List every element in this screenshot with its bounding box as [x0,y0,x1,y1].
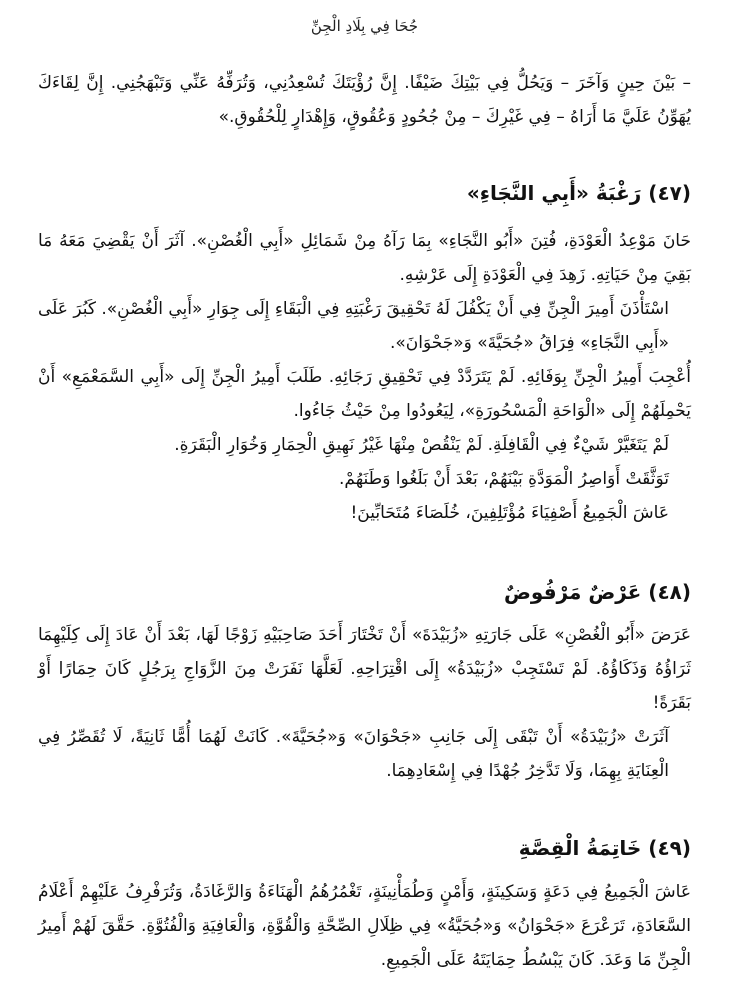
section-47-heading: (٤٧) رَغْبَةُ «أَبِي النَّجَاءِ» [466,181,691,205]
section-47-paragraph-6: عَاشَ الْجَمِيعُ أَصْفِيَاءَ مُؤْتَلِفِينَ، خُلَصَاءَ مُتَحَابِّينَ! [350,503,669,523]
section-49-heading: (٤٩) خَاتِمَةُ الْقِصَّةِ [518,836,691,860]
intro-paragraph: – بَيْنَ حِينٍ وَآخَرَ – وَيَحُلُّ فِي بَيْتِكَ ضَيْفًا. إِنَّ رُؤْيَتَكَ تُسْعِدُنِي، وَتُرَفِّهُ عَنِّي وَتَبْهَجُنِي. إِنَّ لِقَاءَكَ يُهَوِّنُ عَلَيَّ مَا أَرَاهُ – فِي غَيْرِكَ – مِنْ جُحُودٍ وَعُقُوقٍ، وَإِهْدَارٍ لِلْحُقُوقِ.» [38,73,691,127]
section-47-heading-block [38,176,691,210]
intro-section [38,66,691,134]
section-47-paragraph-4: لَمْ يَتَغَيَّرْ شَيْءٌ فِي الْقَافِلَةِ. لَمْ يَنْقُصْ مِنْهَا غَيْرُ نَهِيقِ الْحِمَارِ وَخُوَارِ الْبَقَرَةِ. [174,435,669,455]
section-49-paragraph-1: عَاشَ الْجَمِيعُ فِي دَعَةٍ وَسَكِينَةٍ، وَأَمْنٍ وَطُمَأْنِينَةٍ، تَغْمُرُهُمُ الْهَنَاءَةُ وَالرَّغَادَةُ، وَتُرَفْرِفُ عَلَيْهِمْ أَعْلَامُ السَّعَادَةِ، تَرَعْرَعَ «جَحْوَانُ» وَ«جُحَيَّةُ» فِي ظِلَالِ الصِّحَّةِ وَالْقُوَّةِ، وَالْعَافِيَةِ وَالْفُتُوَّةِ. حَقَّقَ لَهُمْ أَمِيرُ الْجِنِّ مَا وَعَدَ. كَانَ يَبْسُطُ حِمَايَتَهُ عَلَى الْجَمِيعِ. [38,882,691,970]
section-49-heading-block [38,831,691,865]
section-47-paragraph-1: حَانَ مَوْعِدُ الْعَوْدَةِ، فُتِنَ «أَبُو النَّجَاءِ» بِمَا رَآهُ مِنْ شَمَائِلِ «أَبِي الْغُصْنِ». آثَرَ أَنْ يَقْضِيَ مَعَهُ مَا بَقِيَ مِنْ حَيَاتِهِ. زَهِدَ فِي الْعَوْدَةِ إِلَى عَرْشِهِ. [38,231,691,285]
book-page [38,0,691,1000]
section-48-paragraph-1: عَرَضَ «أَبُو الْغُصْنِ» عَلَى جَارَتِهِ «زُبَيْدَةَ» أَنْ تَخْتَارَ أَحَدَ صَاحِبَيْهِ زَوْجًا لَهَا، بَعْدَ أَنْ عَادَ إِلَى كِلَيْهِمَا ثَرَاؤُهُ وَذَكَاؤُهُ. لَمْ تَسْتَجِبْ «زُبَيْدَةُ» إِلَى اقْتِرَاحِهِ. لَعَلَّهَا نَفَرَتْ مِنَ الزَّوَاجِ بِرَجُلٍ كَانَ حِمَارًا أَوْ بَقَرَةً! [38,625,691,713]
section-48-heading-block [38,575,691,609]
section-49-body [38,875,691,977]
section-47-paragraph-2: اسْتَأْذَنَ أَمِيرَ الْجِنِّ فِي أَنْ يَكْفُلَ لَهُ تَحْقِيقَ رَغْبَتِهِ فِي الْبَقَاءِ إِلَى جِوَارِ «أَبِي الْغُصْنِ». كَبُرَ عَلَى «أَبِي النَّجَاءِ» فِرَاقُ «جُحَيَّةَ» وَ«جَحْوَانَ». [38,299,669,353]
section-47-paragraph-3: أُعْجِبَ أَمِيرُ الْجِنِّ بِوَفَائِهِ. لَمْ يَتَرَدَّدْ فِي تَحْقِيقِ رَجَائِهِ. طَلَبَ أَمِيرُ الْجِنِّ إِلَى «أَبِي السَّمَعْمَعِ» أَنْ يَحْمِلَهُمْ إِلَى «الْوَاحَةِ الْمَسْحُورَةِ»، لِيَعُودُوا مِنْ حَيْثُ جَاءُوا. [38,367,691,421]
section-48-paragraph-2: آثَرَتْ «زُبَيْدَةُ» أَنْ تَبْقَى إِلَى جَانِبِ «جَحْوَانَ» وَ«جُحَيَّةَ». كَانَتْ لَهُمَا أُمًّا ثَانِيَةً، لَا تُقَصِّرُ فِي الْعِنَايَةِ بِهِمَا، وَلَا تَدَّخِرُ جُهْدًا فِي إِسْعَادِهِمَا. [38,727,669,781]
section-48-heading: (٤٨) عَرْضٌ مَرْفُوضٌ [504,580,691,604]
running-header: جُحَا فِي بِلَادِ الْجِنِّ [310,17,419,35]
section-48-body [38,618,691,788]
section-47-paragraph-5: تَوَثَّقَتْ أَوَاصِرُ الْمَوَدَّةِ بَيْنَهُمْ، بَعْدَ أَنْ بَلَغُوا وَطَنَهُمْ. [338,469,669,489]
section-47-body [38,224,691,530]
